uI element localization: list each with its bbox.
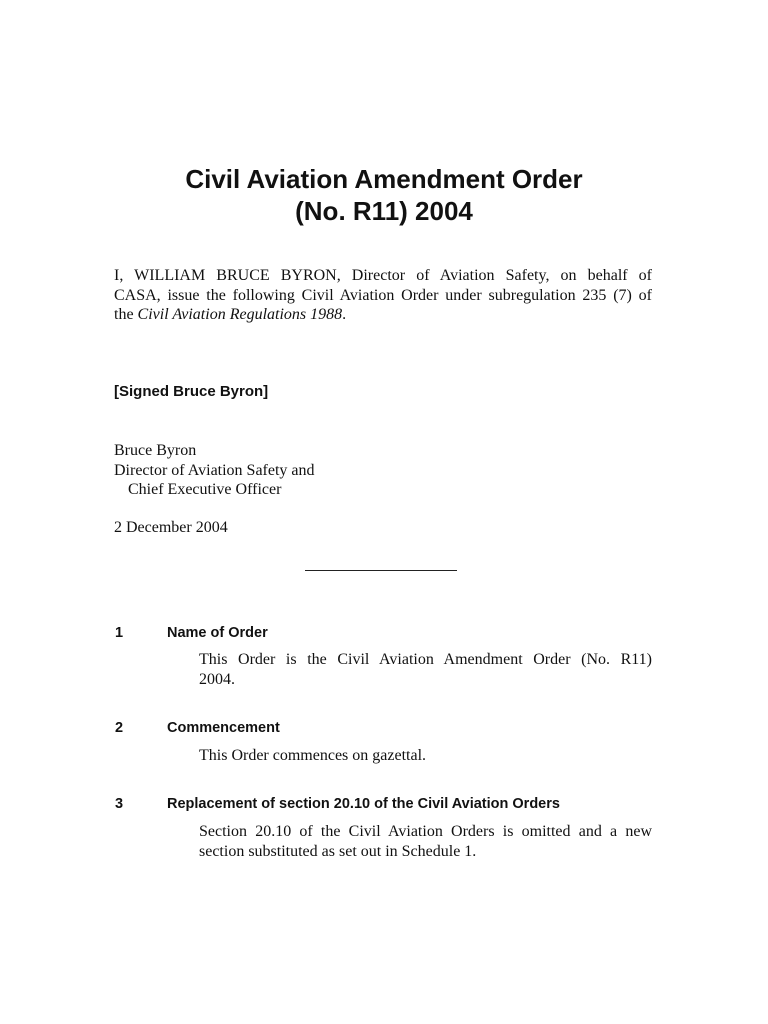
intro-line-3-prefix: the xyxy=(114,306,138,323)
signatory-name: Bruce Byron xyxy=(114,442,197,459)
section-heading: Name of Order xyxy=(167,625,268,641)
section-body xyxy=(199,650,652,689)
section-body-line: This Order commences on gazettal. xyxy=(199,747,427,764)
intro-line-3-suffix: . xyxy=(342,306,347,323)
section-number: 1 xyxy=(115,625,124,641)
signing-date: 2 December 2004 xyxy=(114,519,228,536)
document-title-line-1: Civil Aviation Amendment Order xyxy=(185,164,583,194)
regulations-citation: Civil Aviation Regulations 1988 xyxy=(137,306,343,323)
signed-note: [Signed Bruce Byron] xyxy=(114,383,269,400)
section-number: 3 xyxy=(115,796,124,812)
section-body-line: Section 20.10 of the Civil Aviation Orders is omitted and a new xyxy=(199,823,652,840)
section-number: 2 xyxy=(115,720,124,736)
section-body-line: section substituted as set out in Schedule 1. xyxy=(199,842,477,860)
section-body xyxy=(199,746,652,766)
intro-paragraph xyxy=(114,266,652,325)
separator-rule xyxy=(305,570,457,571)
signatory-title-line-1: Director of Aviation Safety and xyxy=(114,461,315,479)
section-body-line: 2004. xyxy=(199,670,235,688)
section-heading: Commencement xyxy=(167,720,280,736)
section-heading: Replacement of section 20.10 of the Civil Aviation Orders xyxy=(167,796,560,812)
section-body-line: This Order is the Civil Aviation Amendment Order (No. R11) xyxy=(199,651,652,668)
signature-block xyxy=(114,441,315,500)
section-body xyxy=(199,822,652,861)
document-title-line-2: (No. R11) 2004 xyxy=(295,196,473,226)
intro-line-3 xyxy=(114,305,652,325)
intro-line-2: CASA, issue the following Civil Aviation Order under subregulation 235 (7) of xyxy=(114,286,652,304)
signatory-title-line-2: Chief Executive Officer xyxy=(128,481,282,498)
intro-line-1: I, WILLIAM BRUCE BYRON, Director of Aviation Safety, on behalf of xyxy=(114,267,652,284)
